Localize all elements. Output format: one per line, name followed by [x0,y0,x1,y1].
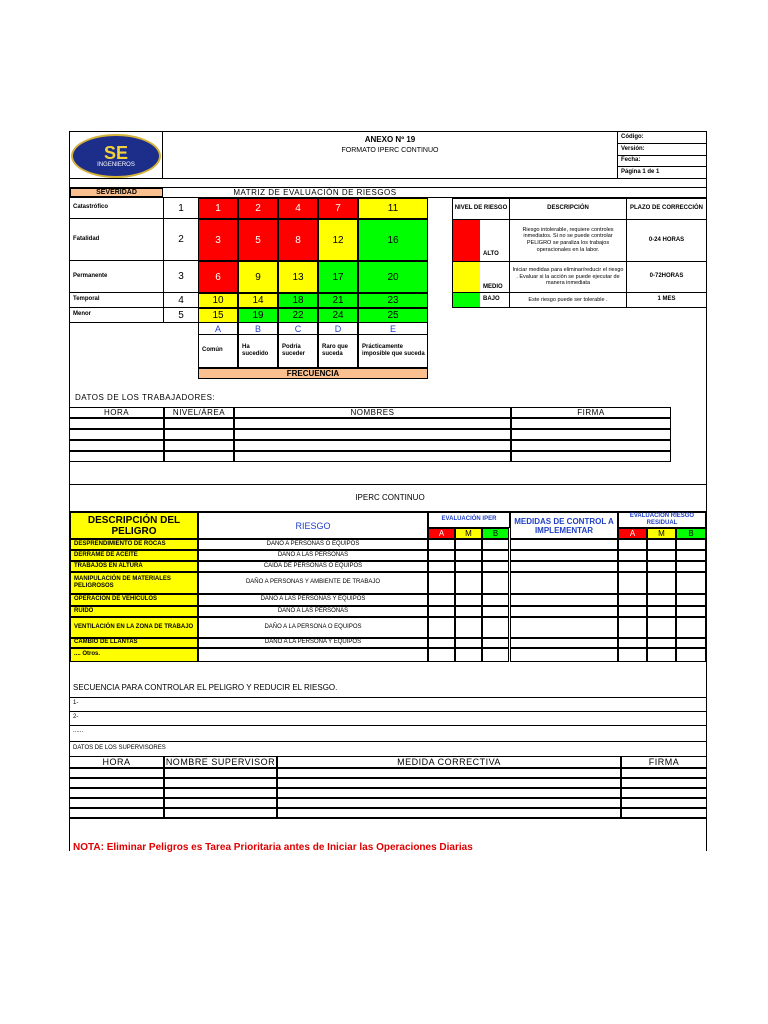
residual-cell [676,561,706,572]
workers-cell [164,429,234,440]
medio-label: MEDIO [483,283,503,290]
workers-cell [234,418,511,429]
workers-cell [234,440,511,451]
supervisores-cell [69,808,164,818]
severity-label: Fatalidad [70,219,163,261]
workers-cell [234,429,511,440]
secuencia-title: SECUENCIA PARA CONTROLAR EL PELIGRO Y REDUCIR EL RIESGO. [73,682,338,692]
eval-cell [428,638,455,648]
codigo-label: Código: [621,133,644,140]
riesgo-cell: DAÑO A PERSONAS O EQUIPOS [198,539,428,550]
matrix-cell: 14 [238,293,278,308]
matrix-cell: 15 [198,308,238,323]
eval-cell [428,617,455,638]
supervisores-cell [277,788,621,798]
medidas-cell [510,617,618,638]
residual-cell [618,550,647,561]
matrix-cell: 25 [358,308,428,323]
residual-cell [676,550,706,561]
supervisores-cell [621,808,707,818]
amb-label: A [618,528,647,539]
residual-cell [618,617,647,638]
riesgo-cell: DAÑO A LA PERSONA Y EQUIPOS [198,638,428,648]
matrix-cell: 9 [238,261,278,293]
residual-cell [618,606,647,617]
supervisores-cell [164,798,277,808]
matrix-cell: 1 [198,198,238,219]
medidas-cell [510,648,618,662]
alto-desc: Riesgo intolerable, requiere controles inmediatos. Si no se puede controlar PELIGRO se paraliza los trabajos operacionales en la labor. [522,226,614,253]
eval-cell [482,606,509,617]
severity-number: 5 [163,308,198,323]
supervisores-cell [164,788,277,798]
frequency-letter: B [238,323,278,334]
supervisores-cell [621,798,707,808]
col-peligro-header: DESCRIPCIÓN DEL PELIGRO [70,512,198,539]
matrix-cell: 4 [278,198,318,219]
matrix-cell: 23 [358,293,428,308]
medidas-cell [510,606,618,617]
bajo-desc: Este riesgo puede ser tolerable . [528,296,608,303]
residual-cell [647,561,676,572]
matrix-cell: 20 [358,261,428,293]
eval-cell [455,594,482,606]
eval-cell [482,648,509,662]
workers-cell [511,429,671,440]
logo-text: SE [103,142,128,163]
medio-swatch [453,262,480,292]
eval-cell [455,606,482,617]
eval-cell [428,561,455,572]
frequency-description: Raro que suceda [318,334,358,368]
residual-cell [647,638,676,648]
plazo-header: PLAZO DE CORRECCIÓN [629,205,703,212]
eval-cell [482,550,509,561]
amb-label: M [455,528,482,539]
riesgo-cell: CAIDA DE PERSONAS O EQUIPOS [198,561,428,572]
riesgo-cell: DAÑO A LAS PERSONAS [198,550,428,561]
severity-number: 1 [163,198,198,219]
peligro-cell: CAMBIO DE LLANTAS [70,638,198,648]
residual-cell [618,638,647,648]
workers-cell [69,418,164,429]
workers-cell [164,451,234,462]
amb-label: M [647,528,676,539]
severity-number: 4 [163,293,198,308]
riesgo-cell: DAÑO A LA PERSONA O EQUIPOS [198,617,428,638]
frequency-letter: E [358,323,428,334]
medio-desc: Iniciar medidas para eliminar/reducir el riesgo . Evaluar si la acción se puede ejecutar de manera inmediata [512,267,624,287]
desc-header: DESCRIPCIÓN [547,205,589,212]
matrix-cell: 5 [238,219,278,261]
peligro-cell: MANIPULACIÓN DE MATERIALES PELIGROSOS [70,572,198,594]
peligro-cell: VENTILACIÓN EN LA ZONA DE TRABAJO [70,617,198,638]
matrix-cell: 3 [198,219,238,261]
workers-cell [511,418,671,429]
workers-title: DATOS DE LOS TRABAJADORES: [75,392,216,402]
residual-cell [618,648,647,662]
version-label: Versión: [621,145,645,152]
residual-cell [647,539,676,550]
severity-label: Temporal [70,293,163,308]
matrix-cell: 19 [238,308,278,323]
amb-label: A [428,528,455,539]
frequency-description: Ha sucedido [238,334,278,368]
eval-cell [428,550,455,561]
supervisores-cell [164,768,277,778]
eval-cell [455,617,482,638]
form-subtitle: FORMATO IPERC CONTINUO [341,146,439,154]
residual-cell [647,550,676,561]
medidas-cell [510,572,618,594]
workers-cell [511,451,671,462]
bajo-plazo: 1 MES [657,296,676,303]
supervisores-cell [277,798,621,808]
residual-cell [676,606,706,617]
residual-cell [618,561,647,572]
severity-number: 2 [163,219,198,261]
matrix-cell: 24 [318,308,358,323]
matrix-cell: 2 [238,198,278,219]
fecha-label: Fecha: [621,156,641,163]
supervisores-cell [164,778,277,788]
pagina-label: Página 1 de 1 [621,168,660,175]
riesgo-cell [198,648,428,662]
workers-cell [164,440,234,451]
eval-cell [482,638,509,648]
alto-label: ALTO [483,251,499,258]
workers-cell [69,429,164,440]
supervisores-cell [69,778,164,788]
supervisores-cell [69,798,164,808]
severity-number: 3 [163,261,198,293]
medidas-cell [510,561,618,572]
supervisores-column-header: FIRMA [621,756,707,768]
peligro-cell: RUIDO [70,606,198,617]
residual-cell [676,539,706,550]
eval-cell [482,572,509,594]
frequency-description: Podría suceder [278,334,318,368]
supervisores-title: DATOS DE LOS SUPERVISORES [73,745,166,752]
workers-column-header: HORA [69,407,164,418]
eval-cell [428,594,455,606]
matrix-cell: 17 [318,261,358,293]
peligro-cell: DESPRENDIMIENTO DE ROCAS [70,539,198,550]
matrix-cell: 21 [318,293,358,308]
supervisores-column-header: MEDIDA CORRECTIVA [277,756,621,768]
eval-cell [455,648,482,662]
supervisores-column-header: HORA [69,756,164,768]
eval-cell [428,648,455,662]
form-title: ANEXO Nº 19 [364,134,416,144]
medidas-cell [510,638,618,648]
matrix-cell: 16 [358,219,428,261]
frame-top [69,131,707,132]
residual-cell [618,594,647,606]
workers-cell [69,440,164,451]
matrix-cell: 7 [318,198,358,219]
severity-label: Catastrófico [70,198,163,219]
residual-cell [618,539,647,550]
bajo-swatch [453,293,480,307]
eval-cell [482,617,509,638]
riesgo-cell: DAÑO A LAS PERSONAS Y EQUIPOS [198,594,428,606]
amb-label: B [482,528,509,539]
eval-cell [428,539,455,550]
matrix-cell: 12 [318,219,358,261]
iperc-title: IPERC CONTINUO [355,492,425,502]
secuencia-item-1: 1- [73,700,79,707]
matrix-title: MATRIZ DE EVALUACIÓN DE RIESGOS [233,188,397,197]
frequency-description: Prácticamente imposible que suceda [358,334,428,368]
frequency-description: Común [198,334,238,368]
supervisores-cell [69,788,164,798]
supervisores-cell [164,808,277,818]
supervisores-cell [621,778,707,788]
eval-cell [455,638,482,648]
alto-plazo: 0-24 HORAS [648,236,685,243]
col-riesgo-header: RIESGO [198,512,428,539]
severity-label: Menor [70,308,163,323]
nivel-header: NIVEL DE RIESGO [454,205,508,212]
workers-column-header: NOMBRES [234,407,511,418]
frecuencia-label: FRECUENCIA [198,368,428,379]
frequency-letter: A [198,323,238,334]
frequency-letter: D [318,323,358,334]
amb-label: B [676,528,706,539]
riesgo-cell: DAÑO A LAS PERSONAS [198,606,428,617]
frequency-letter: C [278,323,318,334]
workers-cell [511,440,671,451]
workers-cell [69,451,164,462]
riesgo-cell: DAÑO A PERSONAS Y AMBIENTE DE TRABAJO [198,572,428,594]
workers-cell [164,418,234,429]
peligro-cell: TRABAJOS EN ALTURA [70,561,198,572]
supervisores-cell [277,808,621,818]
severidad-header: SEVERIDAD [70,188,163,197]
residual-cell [647,606,676,617]
eval-cell [455,572,482,594]
alto-swatch [453,220,480,261]
supervisores-cell [69,768,164,778]
medidas-cell [510,539,618,550]
residual-cell [647,572,676,594]
residual-cell [618,572,647,594]
supervisores-cell [277,768,621,778]
matrix-cell: 18 [278,293,318,308]
supervisores-cell [621,768,707,778]
eval-cell [482,561,509,572]
residual-cell [676,638,706,648]
residual-cell [647,617,676,638]
residual-cell [676,572,706,594]
residual-cell [676,594,706,606]
supervisores-column-header: NOMBRE SUPERVISOR [165,757,276,767]
secuencia-item-3: ...... [73,728,84,735]
residual-cell [676,648,706,662]
logo-subtext: INGENIEROS [97,161,135,168]
eval-cell [428,572,455,594]
workers-column-header: NIVEL/ÁREA [164,407,234,418]
matrix-cell: 6 [198,261,238,293]
eval-cell [455,539,482,550]
eval-cell [482,594,509,606]
workers-column-header: FIRMA [511,407,671,418]
logo [70,132,162,179]
matrix-cell: 10 [198,293,238,308]
medidas-cell [510,594,618,606]
eval-cell [482,539,509,550]
residual-cell [647,594,676,606]
eval-cell [428,606,455,617]
eval-cell [455,550,482,561]
supervisores-cell [277,778,621,788]
matrix-cell: 13 [278,261,318,293]
matrix-cell: 8 [278,219,318,261]
bajo-label: BAJO [483,296,500,303]
eval-cell [455,561,482,572]
medio-plazo: 0-72HORAS [649,273,684,280]
severity-label: Permanente [70,261,163,293]
nota-text: NOTA: Eliminar Peligros es Tarea Prioritaria antes de Iniciar las Operaciones Diarias [73,841,473,853]
supervisores-cell [621,788,707,798]
matrix-cell: 11 [358,198,428,219]
col-eval-header: EVALUACIÓN IPER [428,512,510,528]
medidas-cell [510,550,618,561]
residual-cell [676,617,706,638]
residual-cell [647,648,676,662]
secuencia-item-2: 2- [73,714,79,721]
peligro-cell: .... Otros. [70,648,198,662]
peligro-cell: DERRAME DE ACEITE [70,550,198,561]
col-residual-header: EVALUACIÓN RIESGO RESIDUAL [618,512,706,528]
peligro-cell: OPERACIÓN DE VEHÍCULOS [70,594,198,606]
workers-cell [234,451,511,462]
col-medidas-header: MEDIDAS DE CONTROL A IMPLEMENTAR [510,512,618,539]
matrix-cell: 22 [278,308,318,323]
